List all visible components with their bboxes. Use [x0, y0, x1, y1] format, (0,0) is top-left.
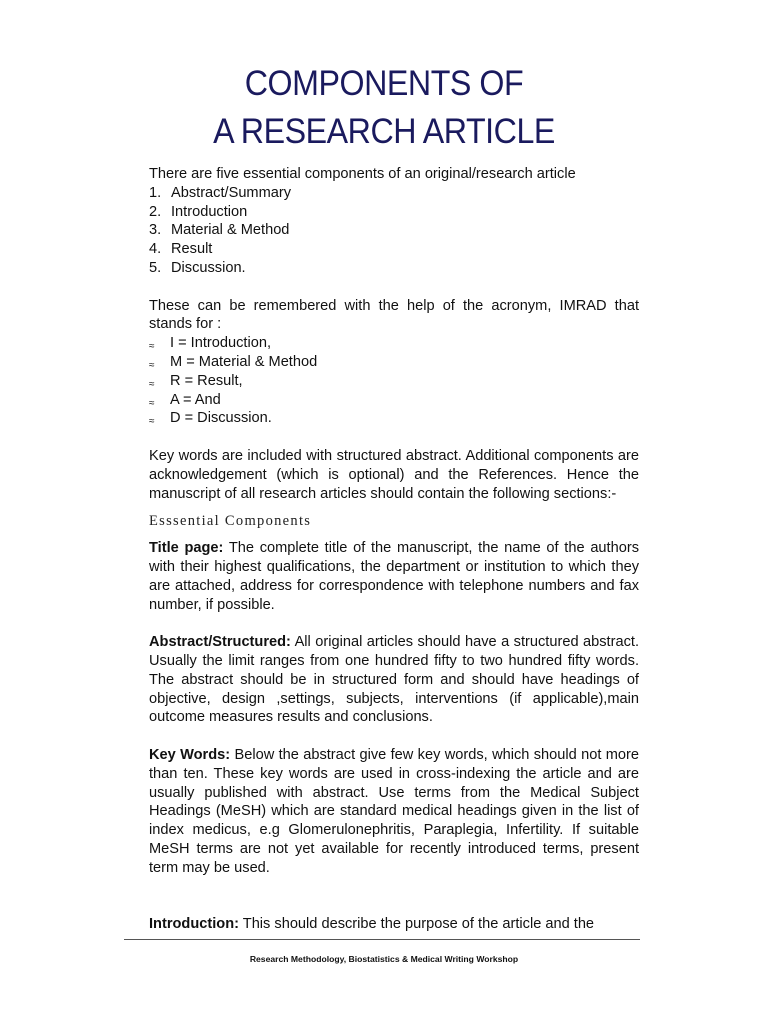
list-item-text: A = And	[170, 391, 221, 408]
list-item-text: Abstract/Summary	[171, 184, 292, 201]
bullet-icon: ≈	[149, 397, 155, 409]
list-item-text: Introduction	[171, 203, 248, 220]
list-item	[149, 221, 639, 240]
keywords-paragraph: Key words are included with structured abstract. Additional components are acknowledgement (which is optional) and the References. Hence the manuscript of all research articles should contain the following sections:-	[149, 447, 639, 502]
section-abstract	[149, 633, 639, 727]
list-number: 5.	[149, 259, 162, 276]
section-title-page	[149, 539, 639, 614]
list-item	[149, 372, 639, 391]
list-item	[149, 409, 639, 428]
section-text: The complete title of the manuscript, the name of the authors with their highest qualifications, the department or institution to which they are attached, address for correspondence with telephone numbers and fax number, if possible.	[149, 540, 639, 613]
footer-divider	[124, 939, 640, 940]
components-list	[149, 184, 639, 278]
acronym-list	[149, 334, 639, 428]
list-item-text: Discussion.	[171, 259, 246, 276]
list-item-text: Material & Method	[171, 222, 290, 239]
section-label: Title page:	[149, 540, 224, 557]
list-number: 2.	[149, 203, 162, 220]
list-item-text: D = Discussion.	[170, 410, 272, 427]
bullet-icon: ≈	[149, 359, 155, 371]
list-item	[149, 240, 639, 259]
list-item-text: M = Material & Method	[170, 353, 318, 370]
section-text: This should describe the purpose of the article and the	[238, 916, 595, 933]
list-item	[149, 184, 639, 203]
section-label: Abstract/Structured:	[149, 634, 291, 651]
list-item-text: R = Result,	[170, 372, 243, 389]
list-item	[149, 259, 639, 278]
section-key-words	[149, 746, 639, 878]
section-subheading: Esssential Components	[149, 513, 312, 530]
list-item	[149, 334, 639, 353]
bullet-icon: ≈	[149, 416, 155, 428]
section-text: Below the abstract give few key words, which should not more than ten. These key words are used in cross-indexing the article and are usually published with abstract. Use terms from the Medical Subject Headings (MeSH) which are standard medical headings given in the list of index medicus, e.g Glomerulonephritis, Paraplegia, Infertility. If suitable MeSH terms are not yet available for recently introduced terms, present term may be used.	[149, 746, 639, 876]
section-label: Key Words:	[149, 746, 231, 763]
section-text: All original articles should have a structured abstract. Usually the limit ranges from one hundred fifty to two hundred fifty words. The abstract should be in structured form and should have headings of objective, design ,settings, subjects, interventions (if applicable),main outcome measures results and conclusions.	[149, 634, 639, 726]
intro-text: There are five essential components of an original/research article	[149, 166, 576, 182]
list-item-text: I = Introduction,	[170, 335, 272, 352]
section-introduction	[149, 915, 639, 934]
list-item	[149, 203, 639, 222]
document-body	[149, 165, 639, 934]
bullet-icon: ≈	[149, 341, 155, 353]
list-item	[149, 391, 639, 410]
title-line-1: COMPONENTS OF	[244, 64, 524, 103]
list-item	[149, 353, 639, 372]
list-number: 1.	[149, 184, 162, 201]
acronym-intro: These can be remembered with the help of the acronym, IMRAD that stands for :	[149, 297, 639, 333]
section-label: Introduction:	[149, 916, 239, 933]
list-number: 3.	[149, 222, 162, 239]
list-item-text: Result	[171, 241, 213, 258]
list-number: 4.	[149, 241, 162, 258]
page-footer: Research Methodology, Biostatistics & Medical Writing Workshop	[249, 954, 519, 964]
bullet-icon: ≈	[149, 378, 155, 390]
page-title	[31, 60, 738, 156]
title-line-2: A RESEARCH ARTICLE	[213, 112, 555, 151]
